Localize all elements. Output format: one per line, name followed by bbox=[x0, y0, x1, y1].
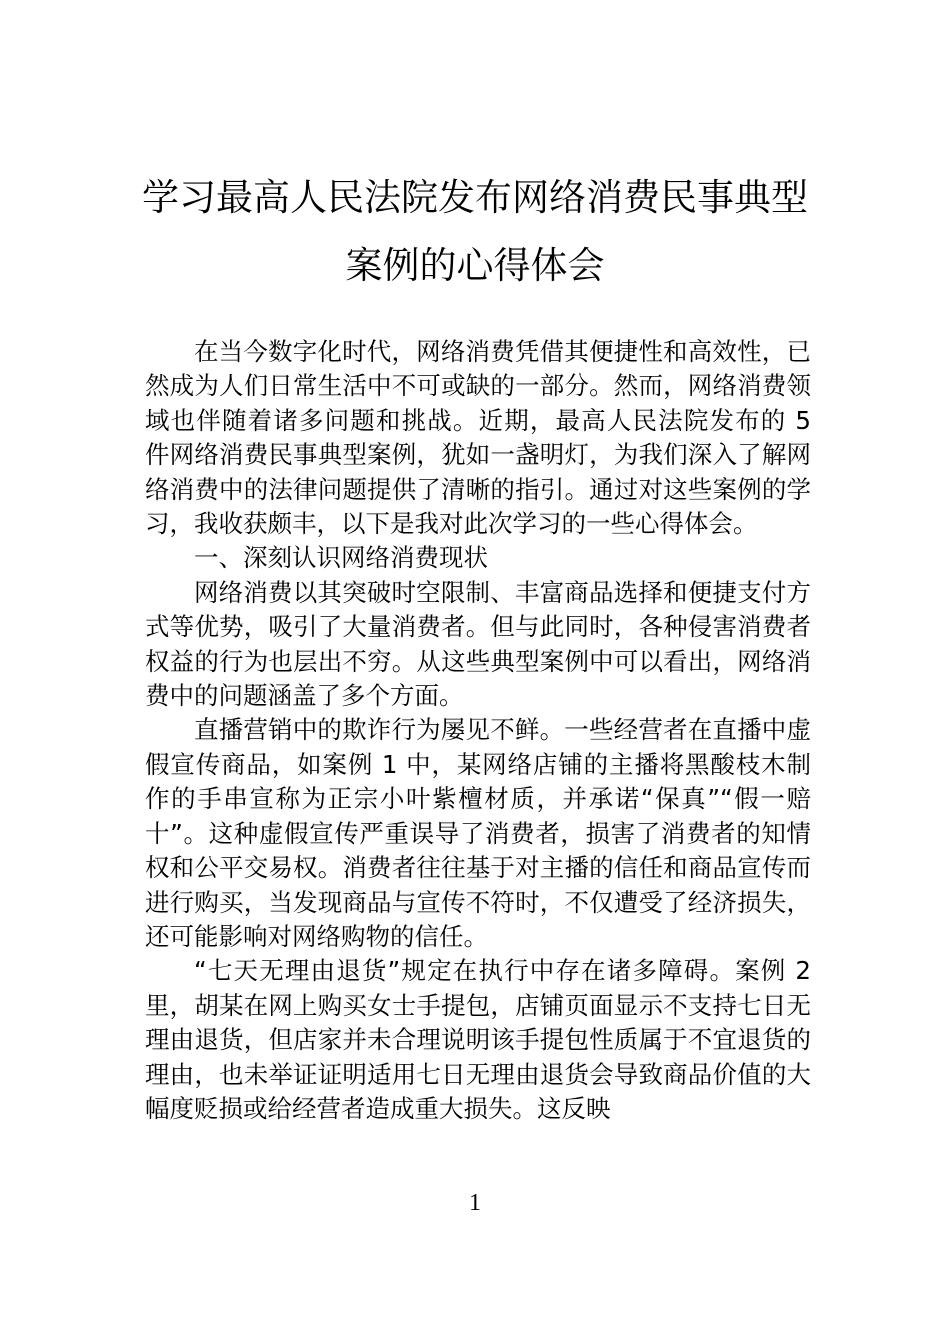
paragraph-live-streaming: 直播营销中的欺诈行为屡见不鲜。一些经营者在直播中虚假宣传商品，如案例 1 中，某网络店铺的主播将黑酸枝木制作的手串宣称为正宗小叶紫檀材质，并承诺“保真”“假一赔十”。这种虚假宣传严重误导了消费者，损害了消费者的知情权和公平交易权。消费者往往基于对主播的信任和商品宣传而进行购买，当发现商品与宣传不符时，不仅遭受了经济损失，还可能影响对网络购物的信任。 bbox=[145, 715, 811, 951]
paragraph-seven-day-return: “七天无理由退货”规定在执行中存在诸多障碍。案例 2 里，胡某在网上购买女士手提包，店铺页面显示不支持七日无理由退货，但店家并未合理说明该手提包性质属于不宜退货的理由，也未举证证明适用七日无理由退货会导致商品价值的大幅度贬损或给经营者造成重大损失。这反映 bbox=[145, 956, 811, 1123]
paragraph-overview: 网络消费以其突破时空限制、丰富商品选择和便捷支付方式等优势，吸引了大量消费者。但与此同时，各种侵害消费者权益的行为也层出不穷。从这些典型案例中可以看出，网络消费中的问题涵盖了多个方面。 bbox=[145, 577, 811, 711]
paragraph-intro: 在当今数字化时代，网络消费凭借其便捷性和高效性，已然成为人们日常生活中不可或缺的一部分。然而，网络消费领域也伴随着诸多问题和挑战。近期，最高人民法院发布的 5 件网络消费民事典型案例，犹如一盏明灯，为我们深入了解网络消费中的法律问题提供了清晰的指引。通过对这些案例的学习，我收获颇丰，以下是我对此次学习的一些心得体会。 bbox=[145, 337, 811, 539]
document-body bbox=[145, 335, 811, 1126]
page-number: 1 bbox=[469, 1190, 481, 1216]
document-title-line-1: 学习最高人民法院发布网络消费民事典型 bbox=[142, 176, 808, 219]
section-heading: 一、深刻认识网络消费现状 bbox=[194, 543, 488, 573]
document-title-line-2: 案例的心得体会 bbox=[345, 244, 605, 287]
